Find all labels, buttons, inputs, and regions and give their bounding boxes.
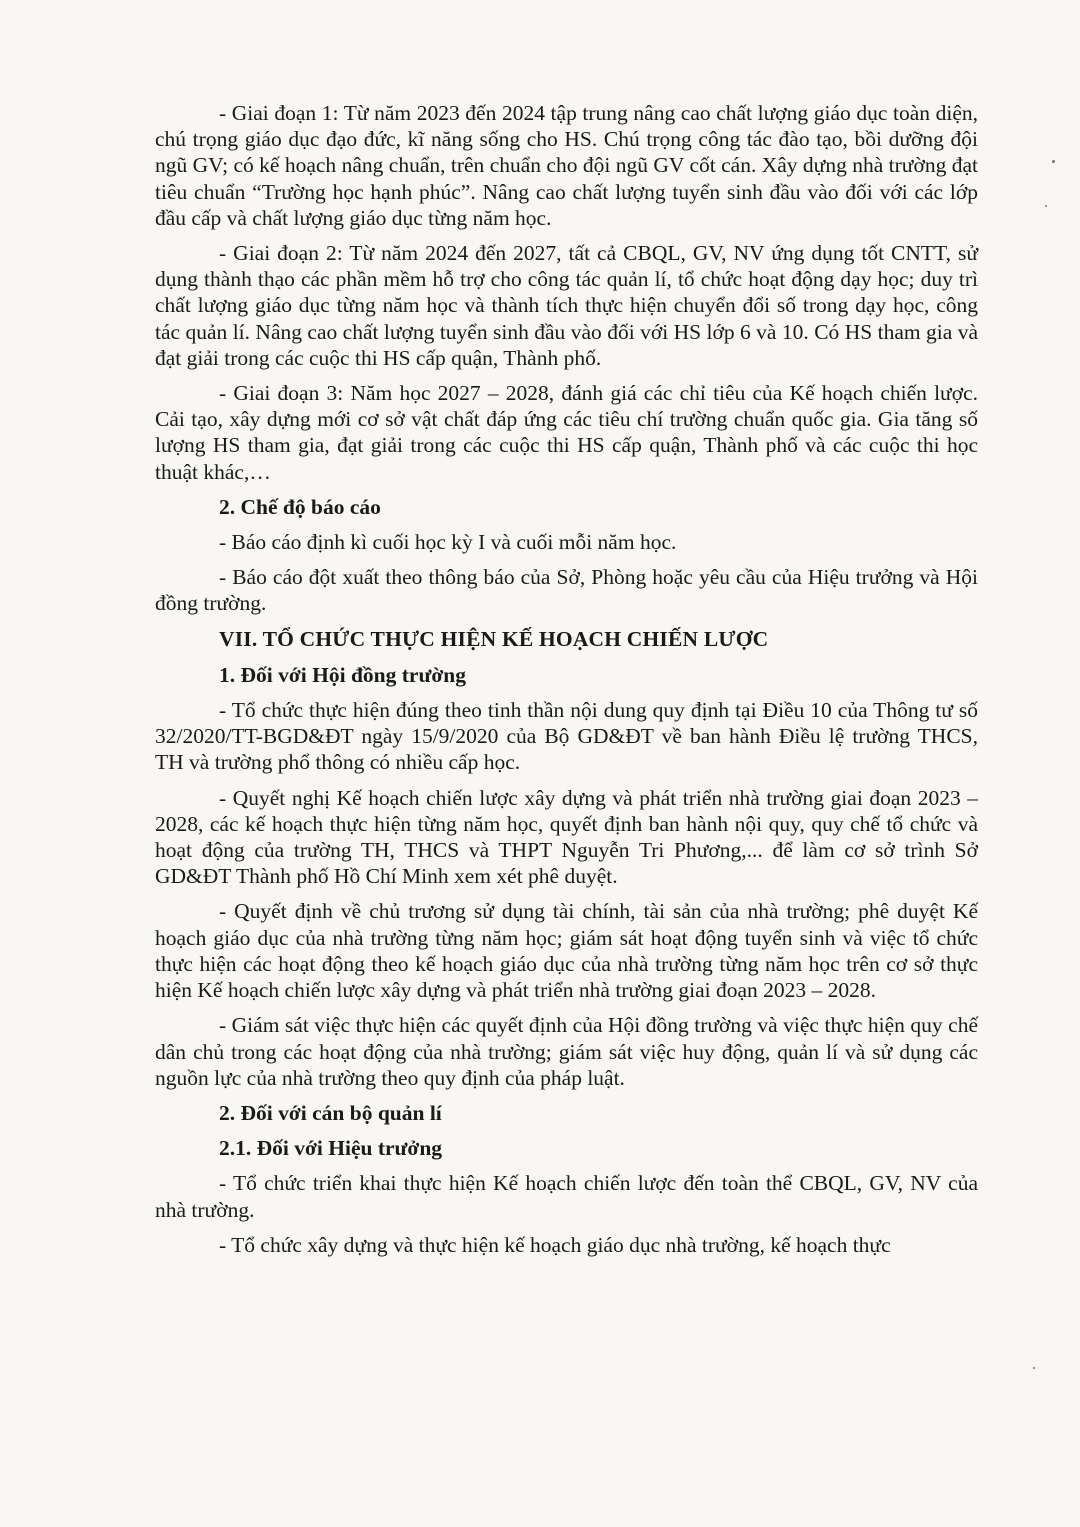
paragraph-giai-doan-2: - Giai đoạn 2: Từ năm 2024 đến 2027, tất cả CBQL, GV, NV ứng dụng tốt CNTT, sử dụng thành thạo các phần mềm hỗ trợ cho công tác quản lí, tổ chức hoạt động dạy học; duy trì chất lượng giáo dục từng năm học và thành tích thực hiện chuyển đổi số trong dạy học, công tác quản lí. Nâng cao chất lượng tuyển sinh đầu vào đối với HS lớp 6 và 10. Có HS tham gia và đạt giải trong các cuộc thi HS cấp quận, Thành phố.: [155, 241, 978, 370]
paragraph-bao-cao-dot-xuat: - Báo cáo đột xuất theo thông báo của Sở, Phòng hoặc yêu cầu của Hiệu trưởng và Hội đồng trường.: [155, 565, 978, 616]
paragraph-giai-doan-3: - Giai đoạn 3: Năm học 2027 – 2028, đánh giá các chỉ tiêu của Kế hoạch chiến lược. Cải tạo, xây dựng mới cơ sở vật chất đáp ứng các tiêu chí trường chuẩn quốc gia. Gia tăng số lượng HS tham gia, đạt giải trong các cuộc thi HS cấp quận, Thành phố và các cuộc thi học thuật khác,…: [155, 381, 978, 484]
paragraph-giai-doan-1: - Giai đoạn 1: Từ năm 2023 đến 2024 tập trung nâng cao chất lượng giáo dục toàn diện, chú trọng giáo dục đạo đức, kĩ năng sống cho HS. Chú trọng công tác đào tạo, bồi dưỡng đội ngũ GV; có kế hoạch nâng chuẩn, trên chuẩn cho đội ngũ GV cốt cán. Xây dựng nhà trường đạt tiêu chuẩn “Trường học hạnh phúc”. Nâng cao chất lượng tuyển sinh đầu vào đối với các lớp đầu cấp và chất lượng giáo dục từng năm học.: [155, 101, 978, 230]
paragraph-quyet-dinh: - Quyết định về chủ trương sử dụng tài chính, tài sản của nhà trường; phê duyệt Kế hoạch giáo dục của nhà trường từng năm học; giám sát hoạt động tuyển sinh và việc tổ chức thực hiện các hoạt động theo kế hoạch giáo dục của nhà trường từng năm học trên cơ sở thực hiện Kế hoạch chiến lược xây dựng và phát triển nhà trường giai đoạn 2023 – 2028.: [155, 899, 978, 1003]
section-heading-vii: VII. TỔ CHỨC THỰC HIỆN KẾ HOẠCH CHIẾN LƯỢC: [219, 626, 769, 651]
heading-can-bo-quan-li: 2. Đối với cán bộ quản lí: [219, 1100, 442, 1125]
scan-speck: [1052, 160, 1055, 163]
document-body: [155, 100, 978, 1267]
paragraph-giam-sat: - Giám sát việc thực hiện các quyết định của Hội đồng trường và việc thực hiện quy chế dân chủ trong các hoạt động của nhà trường; giám sát việc huy động, quản lí và sử dụng các nguồn lực của nhà trường theo quy định của pháp luật.: [155, 1013, 978, 1090]
heading-che-do-bao-cao: 2. Chế độ báo cáo: [219, 494, 381, 519]
scan-speck: [1033, 1367, 1035, 1369]
paragraph-quyet-nghi: - Quyết nghị Kế hoạch chiến lược xây dựng và phát triển nhà trường giai đoạn 2023 – 2028, các kế hoạch thực hiện từng năm học, quyết định ban hành nội quy, quy chế tổ chức và hoạt động của trường TH, THCS và THPT Nguyễn Tri Phương,... để làm cơ sở trình Sở GD&ĐT Thành phố Hồ Chí Minh xem xét phê duyệt.: [155, 785, 978, 889]
paragraph-to-chuc-thuc-hien: - Tổ chức thực hiện đúng theo tinh thần nội dung quy định tại Điều 10 của Thông tư số 32/2020/TT-BGD&ĐT ngày 15/9/2020 của Bộ GD&ĐT về ban hành Điều lệ trường THCS, TH và trường phổ thông có nhiều cấp học.: [155, 698, 978, 775]
paragraph-xay-dung-ke-hoach: - Tổ chức xây dựng và thực hiện kế hoạch giáo dục nhà trường, kế hoạch thực: [219, 1232, 891, 1257]
scan-speck: [1045, 205, 1047, 207]
paragraph-bao-cao-dinh-ki: - Báo cáo định kì cuối học kỳ I và cuối mỗi năm học.: [219, 530, 677, 555]
heading-hieu-truong: 2.1. Đối với Hiệu trưởng: [219, 1136, 443, 1161]
paragraph-trien-khai: - Tổ chức triển khai thực hiện Kế hoạch chiến lược đến toàn thể CBQL, GV, NV của nhà trường.: [155, 1171, 978, 1222]
heading-hoi-dong-truong: 1. Đối với Hội đồng trường: [219, 662, 466, 687]
